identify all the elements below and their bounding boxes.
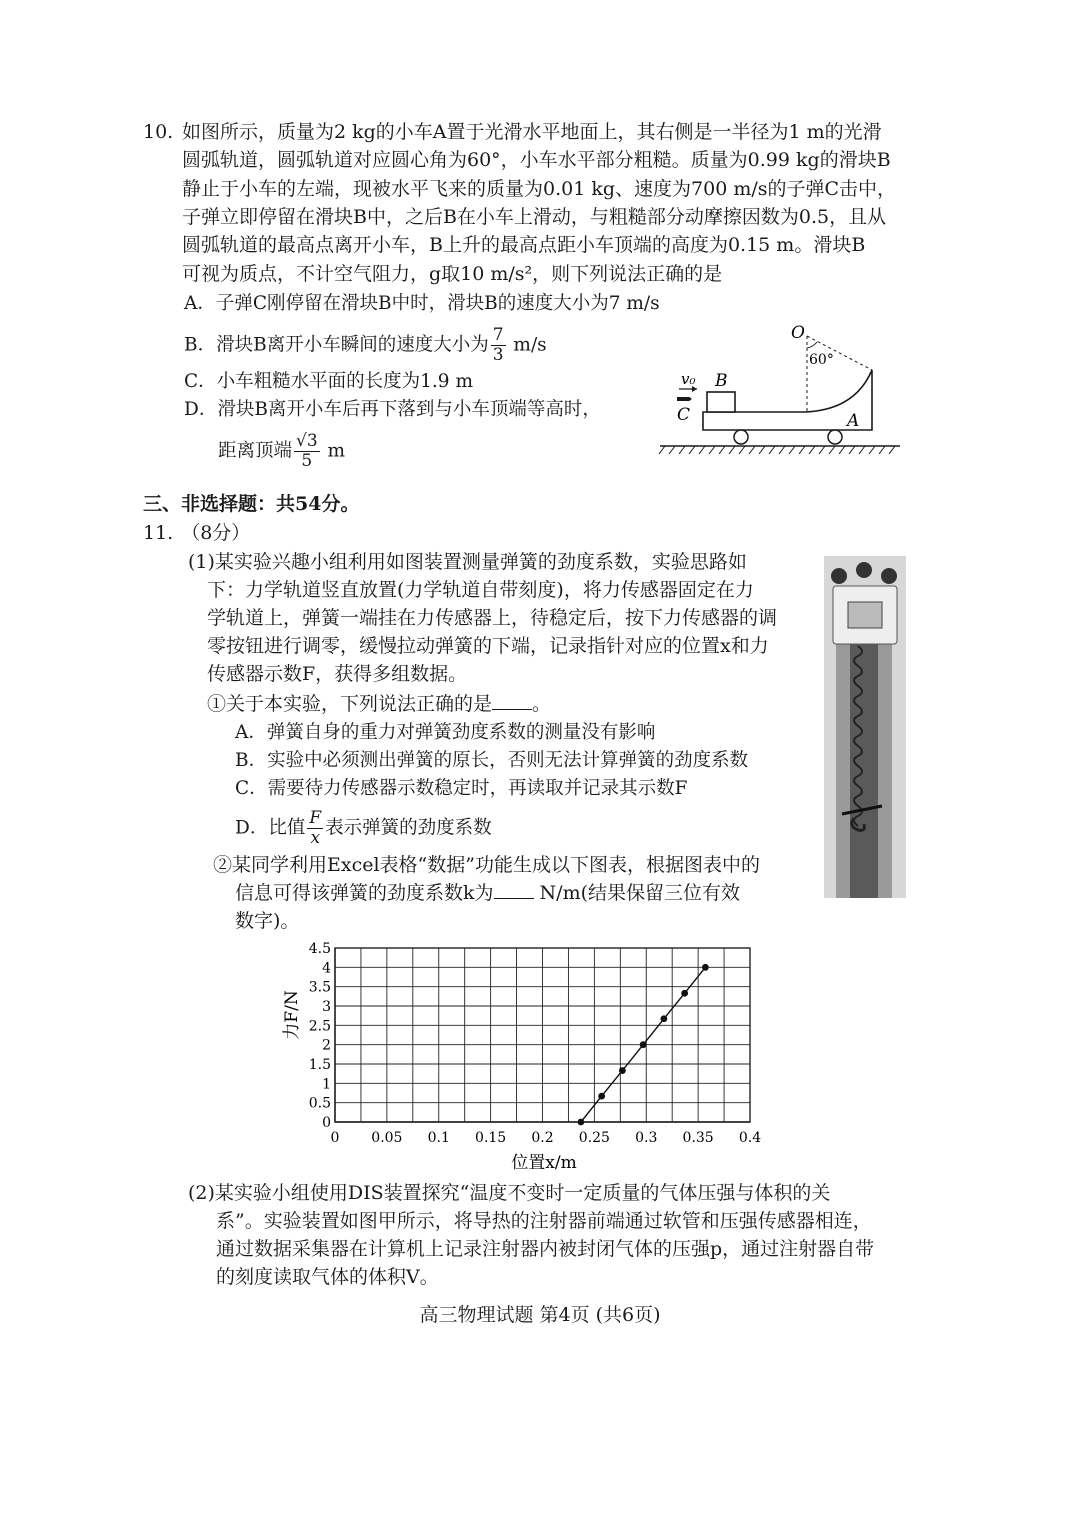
q10-option-d-continuation bbox=[218, 432, 345, 471]
y-tick-labels bbox=[309, 941, 331, 1131]
q11-score: （8分） bbox=[181, 522, 251, 544]
q11-number bbox=[143, 519, 250, 547]
y-tick-label: 3.5 bbox=[308, 979, 331, 996]
q10-stem-line: 如图所示，质量为2 kg的小车A置于光滑水平地面上，其右侧是一半径为1 m的光滑 bbox=[182, 121, 882, 143]
y-tick-label: 3 bbox=[322, 999, 331, 1015]
q11-sub1-end: 。 bbox=[532, 693, 552, 715]
data-point bbox=[681, 990, 688, 997]
fraction-denominator: 3 bbox=[492, 345, 504, 365]
chart-grid bbox=[335, 948, 750, 1122]
label-c: C bbox=[677, 405, 691, 425]
section-heading: 三、非选择题：共54分。 bbox=[143, 493, 360, 515]
label-v0: v₀ bbox=[681, 370, 696, 388]
q11-part2-line: (2)某实验小组使用DIS装置探究“温度不变时一定质量的气体压强与体积的关 bbox=[188, 1182, 831, 1204]
q10-option-d-unit: m bbox=[321, 440, 346, 462]
q11-option-d-tail: 表示弹簧的劲度系数 bbox=[325, 817, 492, 839]
q11-part1-line: 学轨道上，弹簧一端挂在力传感器上，待稳定后，按下力传感器的调 bbox=[207, 607, 778, 629]
x-tick-labels bbox=[331, 1130, 762, 1146]
q10-option-b-text: B．滑块B离开小车瞬间的速度大小为 bbox=[184, 334, 489, 356]
q10-option-d-fraction bbox=[294, 432, 320, 471]
x-tick-label: 0.2 bbox=[531, 1130, 554, 1146]
page-footer: 高三物理试题 第4页 (共6页) bbox=[419, 1304, 661, 1326]
q10-stem-line: 圆弧轨道的最高点离开小车，B上升的最高点距小车顶端的高度为0.15 m。滑块B bbox=[182, 234, 866, 256]
y-tick-label: 2.5 bbox=[308, 1018, 331, 1035]
sensor-display bbox=[848, 602, 882, 628]
q11-option-d-fraction bbox=[307, 809, 323, 848]
q11-option-d-text: D．比值 bbox=[235, 817, 306, 839]
y-tick-label: 0.5 bbox=[308, 1095, 331, 1112]
q10-number: 10. bbox=[143, 121, 174, 143]
angle-arc bbox=[807, 342, 817, 348]
cart-wheel-left bbox=[734, 430, 748, 444]
y-axis-label: 力F/N bbox=[282, 990, 302, 1040]
label-o: O bbox=[791, 323, 805, 343]
q10-stem-line: 圆弧轨道，圆弧轨道对应圆心角为60°，小车水平部分粗糙。质量为0.99 kg的滑块B bbox=[182, 149, 891, 171]
q10-stem-line: 可视为质点，不计空气阻力，g取10 m/s²，则下列说法正确的是 bbox=[182, 263, 723, 285]
label-a: A bbox=[847, 411, 860, 431]
answer-blank[interactable] bbox=[494, 880, 534, 899]
q11-sub1-text: ①关于本实验，下列说法正确的是 bbox=[207, 693, 493, 715]
y-tick-label: 2 bbox=[322, 1037, 331, 1054]
q10-option-d[interactable]: D．滑块B离开小车后再下落到与小车顶端等高时， bbox=[184, 399, 601, 420]
q11-sub2-unit: N/m(结果保留三位有效 bbox=[533, 882, 741, 904]
fraction-numerator: F bbox=[309, 808, 322, 828]
q11-option-a[interactable]: A．弹簧自身的重力对弹簧劲度系数的测量没有影响 bbox=[235, 722, 656, 743]
q11-part1-line: (1)某实验兴趣小组利用如图装置测量弹簧的劲度系数，实验思路如 bbox=[188, 551, 747, 573]
q11-option-b[interactable]: B．实验中必须测出弹簧的原长，否则无法计算弹簧的劲度系数 bbox=[235, 750, 749, 771]
x-tick-label: 0.15 bbox=[475, 1130, 507, 1146]
data-point bbox=[598, 1093, 605, 1100]
data-point bbox=[577, 1119, 584, 1126]
q11-sub2-line: ②某同学利用Excel表格“数据”功能生成以下图表，根据图表中的 bbox=[213, 854, 760, 876]
force-position-chart bbox=[270, 930, 770, 1178]
data-point bbox=[619, 1067, 626, 1074]
q11-part1-line: 下：力学轨道竖直放置(力学轨道自带刻度)，将力传感器固定在力 bbox=[207, 579, 754, 601]
q11-part2-line: 的刻度读取气体的体积V。 bbox=[216, 1266, 439, 1288]
fraction-numerator: 7 bbox=[492, 325, 504, 345]
y-tick-label: 4 bbox=[322, 960, 331, 977]
bullet-c bbox=[677, 397, 692, 401]
q10-stem-line: 子弹立即停留在滑块B中，之后B在小车上滑动，与粗糙部分动摩擦因数为0.5，且从 bbox=[182, 206, 887, 228]
x-tick-label: 0.25 bbox=[578, 1130, 610, 1146]
x-axis-label: 位置x/m bbox=[511, 1153, 577, 1173]
q11-number-text: 11. bbox=[143, 522, 174, 544]
q11-option-c[interactable]: C．需要待力传感器示数稳定时，再读取并记录其示数F bbox=[235, 778, 688, 799]
q10-option-b[interactable] bbox=[184, 326, 547, 365]
fraction-denominator: x bbox=[310, 828, 321, 848]
q11-part1-line: 零按钮进行调零，缓慢拉动弹簧的下端，记录指针对应的位置x和力 bbox=[207, 635, 769, 657]
q10-cart-diagram bbox=[655, 318, 905, 468]
q10-option-c[interactable]: C．小车粗糙水平面的长度为1.9 m bbox=[184, 371, 474, 392]
q10-option-d-text: 距离顶端 bbox=[218, 440, 293, 462]
q10-option-a[interactable]: A．子弹C刚停留在滑块B中时，滑块B的速度大小为7 m/s bbox=[184, 293, 660, 314]
q11-part2-line: 通过数据采集器在计算机上记录注射器内被封闭气体的压强p，通过注射器自带 bbox=[216, 1238, 875, 1260]
q11-part2-line: 系”。实验装置如图甲所示，将导热的注射器前端通过软管和压强传感器相连， bbox=[216, 1210, 872, 1232]
fraction-denominator: 5 bbox=[301, 451, 313, 471]
q11-sub2-text: 信息可得该弹簧的劲度系数k为 bbox=[235, 882, 494, 904]
x-tick-label: 0.1 bbox=[427, 1130, 450, 1146]
y-tick-label: 4.5 bbox=[308, 941, 331, 957]
knob-icon bbox=[856, 562, 872, 578]
data-point bbox=[640, 1041, 647, 1048]
y-tick-label: 1.5 bbox=[308, 1057, 331, 1073]
x-tick-label: 0 bbox=[330, 1130, 340, 1146]
x-tick-label: 0.05 bbox=[371, 1130, 403, 1146]
x-tick-label: 0.3 bbox=[635, 1130, 658, 1146]
answer-blank[interactable] bbox=[492, 691, 532, 710]
q11-part1-line: 传感器示数F，获得多组数据。 bbox=[207, 663, 468, 685]
q11-option-d[interactable] bbox=[235, 809, 492, 848]
data-point bbox=[702, 964, 709, 971]
q10-option-b-fraction bbox=[491, 326, 506, 365]
q11-sub2-line: 数字)。 bbox=[235, 910, 300, 932]
block-b bbox=[707, 392, 735, 412]
x-tick-label: 0.35 bbox=[682, 1130, 714, 1146]
knob-icon bbox=[881, 568, 897, 584]
label-angle: 60° bbox=[809, 352, 834, 368]
fraction-numerator: √3 bbox=[296, 431, 318, 451]
ground-hatching bbox=[659, 446, 895, 454]
q11-sub1 bbox=[207, 690, 551, 718]
q10-option-b-unit: m/s bbox=[507, 334, 547, 356]
x-tick-label: 0.4 bbox=[738, 1130, 762, 1146]
y-tick-label: 1 bbox=[322, 1076, 331, 1093]
label-b: B bbox=[715, 371, 728, 391]
q10-stem-line: 静止于小车的左端，现被水平飞来的质量为0.01 kg、速度为700 m/s的子弹C击中， bbox=[182, 178, 897, 200]
y-tick-label: 0 bbox=[322, 1115, 331, 1131]
q11-sub2-line bbox=[235, 879, 740, 907]
cart-wheel-right bbox=[828, 430, 842, 444]
spring-apparatus-photo bbox=[824, 556, 906, 898]
knob-icon bbox=[831, 568, 847, 584]
data-point bbox=[660, 1015, 667, 1022]
